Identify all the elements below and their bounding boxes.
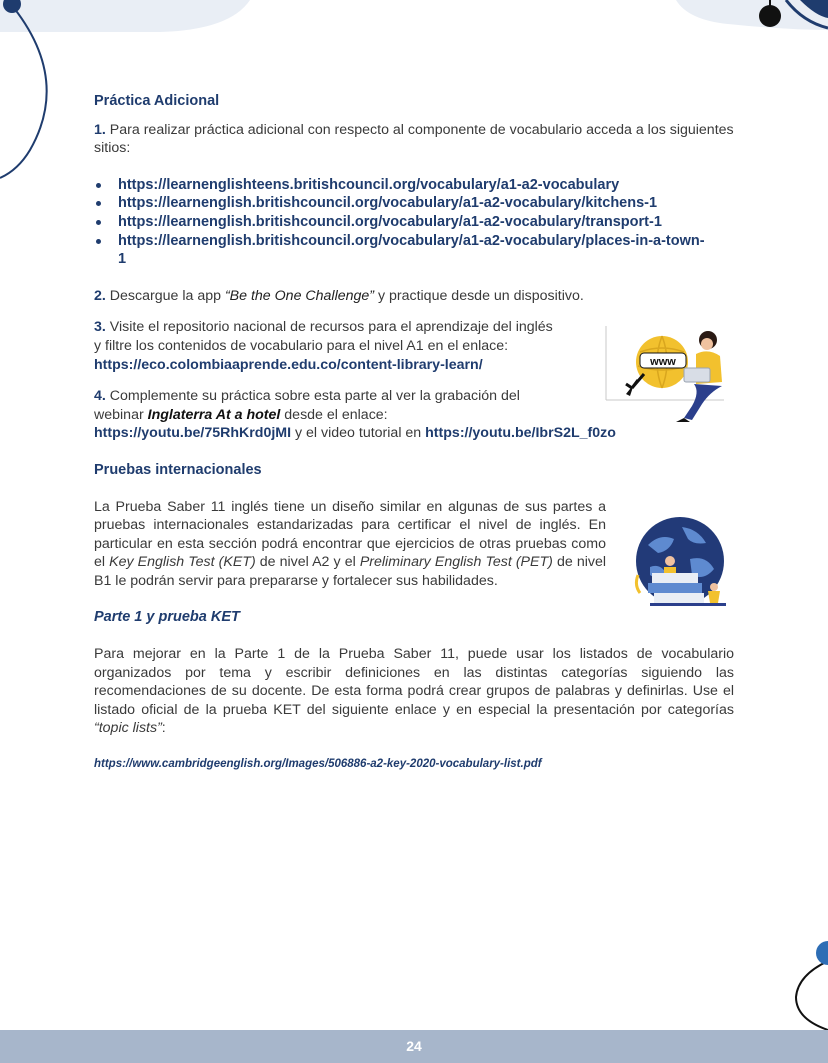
item-text: y el video tutorial en (291, 425, 426, 442)
colombiaaprende-link[interactable]: https://eco.colombiaaprende.edu.co/content-library-learn/ (94, 356, 483, 373)
item-text: Para realizar práctica adicional con respecto al componente de vocabulario acceda a los siguientes sitios: (94, 121, 734, 157)
app-name: “Be the One Challenge” (224, 287, 375, 304)
top-right-decoration (668, 0, 828, 40)
list-item-link[interactable]: https://learnenglish.britishcouncil.org/vocabulary/a1-a2-vocabulary/places-in-a-town-1 (94, 232, 710, 269)
cambridge-link-row (94, 754, 734, 774)
section-title-pruebas: Pruebas internacionales (94, 461, 262, 478)
topic-lists-term: “topic lists” (94, 720, 162, 737)
paragraph-text: de nivel A2 y el (255, 554, 360, 571)
item-text: desde el enlace: (280, 406, 388, 423)
list-item-link[interactable]: https://learnenglish.britishcouncil.org/vocabulary/a1-a2-vocabulary/kitchens-1 (94, 194, 734, 213)
item-text: Complemente su práctica sobre esta parte al ver la grabación del (109, 388, 520, 405)
bottom-right-decoration (790, 935, 828, 1030)
list-item-link[interactable]: https://learnenglish.britishcouncil.org/vocabulary/a1-a2-vocabulary/transport-1 (94, 213, 734, 232)
item-number: 2. (94, 287, 106, 304)
paragraph-text: La Prueba Saber 11 inglés tiene un diseño similar en algunas de sus partes a pruebas internacionales estandarizadas para certificar el nivel de inglés. En particular en esta sección podrá encontrar que ejercicios de otras pruebas como el (94, 498, 606, 571)
paragraph-text: de nivel B1 le podrán servir para prepararse y fortalecer sus habilidades. (94, 554, 607, 589)
svg-text:www: www (650, 356, 676, 368)
paragraph-pruebas (94, 498, 606, 591)
item-text: y filtre los contenidos de vocabulario para el nivel A1 en el enlace: (94, 337, 509, 354)
item-text: y practique desde un dispositivo. (374, 287, 584, 304)
item-text: Descargue la app (109, 287, 225, 304)
section-title-parte1: Parte 1 y prueba KET (94, 609, 240, 626)
pet-name: Preliminary English Test (PET) (359, 554, 553, 571)
cambridge-vocabulary-link[interactable]: https://www.cambridgeenglish.org/Images/506886-a2-key-2020-vocabulary-list.pdf (94, 758, 542, 771)
paragraph-text: : (161, 720, 166, 737)
vocabulary-links-list (94, 176, 734, 269)
ket-name: Key English Test (KET) (109, 554, 256, 571)
page-content (94, 92, 734, 774)
paragraph-parte1 (94, 645, 734, 738)
page-footer (0, 1030, 828, 1063)
list-item-link[interactable]: https://learnenglishteens.britishcouncil.org/vocabulary/a1-a2-vocabulary (94, 176, 734, 195)
item-text: Visite el repositorio nacional de recursos para el aprendizaje del inglés (109, 319, 553, 336)
paragraph-item-1 (94, 121, 734, 158)
youtube-webinar-link[interactable]: https://youtu.be/75RhKrd0jMI (94, 425, 292, 442)
item-number: 3. (94, 319, 106, 336)
item-number: 1. (94, 121, 106, 138)
youtube-tutorial-link[interactable]: https://youtu.be/IbrS2L_f0zo (425, 425, 616, 442)
page-number: 24 (406, 1038, 422, 1054)
section-title-practica: Práctica Adicional (94, 93, 220, 109)
item-text: webinar (94, 406, 148, 423)
item-number: 4. (94, 388, 106, 405)
paragraph-item-2 (94, 287, 734, 306)
paragraph-text: Para mejorar en la Parte 1 de la Prueba Saber 11, puede usar los listados de vocabulario organizados por tema y escribir definiciones en las distintas categorías siguiendo las recomendaciones de su docente. De esta forma podrá crear grupos de palabras y definirlas. Use el listado oficial de la prueba KET del siguiente enlace y en especial la presentación por categorías (94, 646, 734, 718)
paragraph-item-3 (94, 318, 604, 374)
paragraph-item-4 (94, 387, 734, 443)
webinar-title: Inglaterra At a hotel (147, 406, 281, 423)
